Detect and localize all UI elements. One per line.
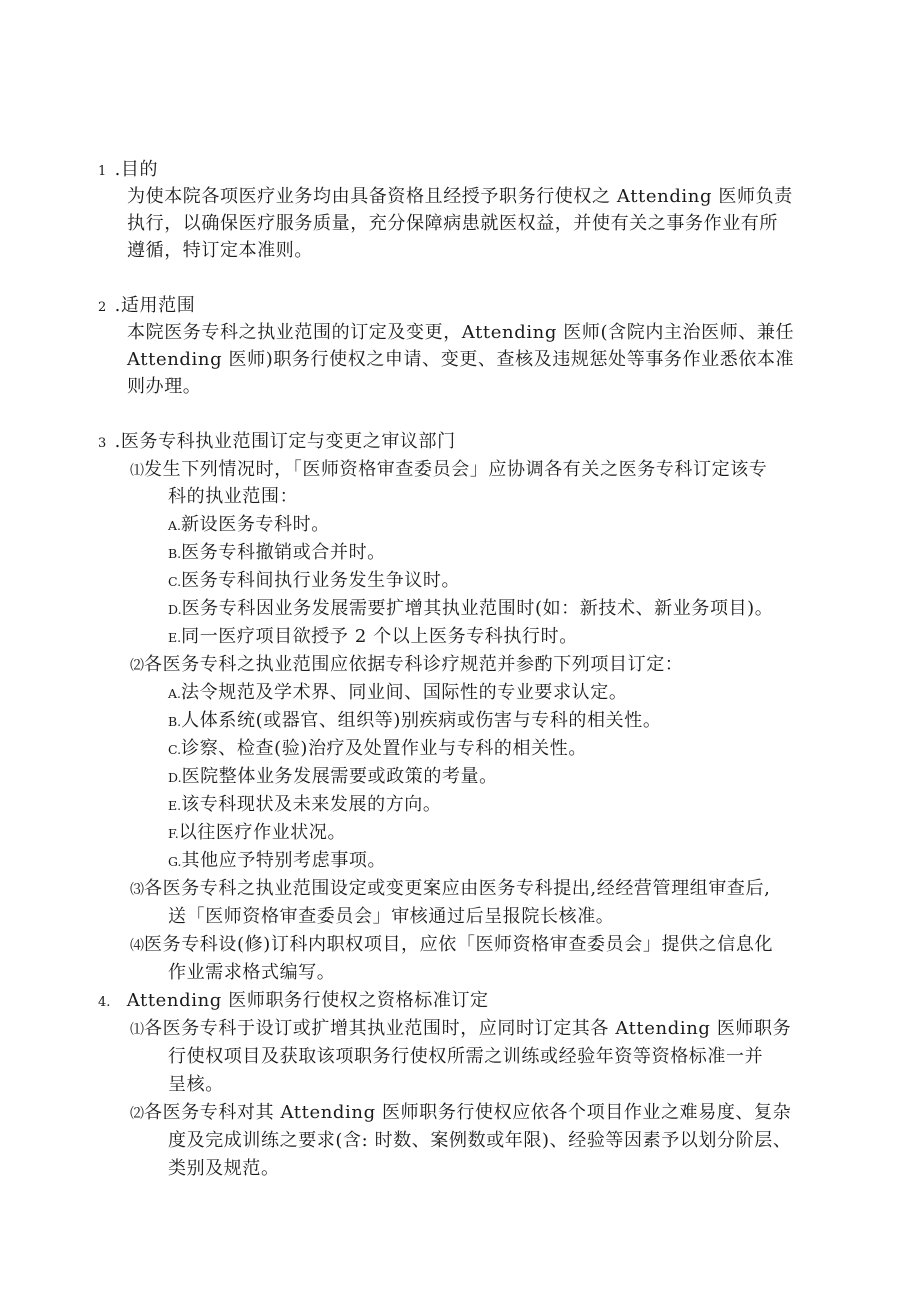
sub-item-text: 同一医疗项目欲授予 2 个以上医务专科执行时。 xyxy=(181,626,578,647)
section-number: 3 xyxy=(98,436,107,451)
sub-item-marker: E. xyxy=(168,798,182,813)
item-marker: ⑵ xyxy=(130,1106,144,1122)
item-marker: ⑴ xyxy=(130,463,144,479)
item-marker: ⑷ xyxy=(130,938,144,954)
sub-item-text: 医务专科间执行业务发生争议时。 xyxy=(181,570,461,591)
section-4-heading xyxy=(98,989,489,1015)
section-title: .目的 xyxy=(114,159,159,180)
item-text: 各医务专科对其 Attending 医师职务行使权应依各个项目作业之难易度、复杂 xyxy=(144,1102,792,1123)
item-text: 各医务专科之执业范围设定或变更案应由医务专科提出,经经营管理组审查后, xyxy=(144,878,771,899)
sub-item xyxy=(168,793,442,818)
section-number: 1 xyxy=(98,164,107,179)
paragraph-line: 为使本院各项医疗业务均由具备资格且经授予职务行使权之 Attending 医师负责 xyxy=(127,186,793,207)
sub-item-marker: A. xyxy=(168,518,182,533)
section-number: 2 xyxy=(98,300,107,315)
sub-item-marker: G. xyxy=(168,854,182,869)
item-continuation: 行使权项目及获取该项职务行使权所需之训练或经验年资等资格标准一并 xyxy=(168,1046,764,1067)
sub-item-marker: D. xyxy=(168,770,182,785)
sub-item xyxy=(168,513,330,538)
sub-item-text: 诊察、检查(验)治疗及处置作业与专科的相关性。 xyxy=(181,738,587,759)
sub-item-marker: E. xyxy=(168,630,182,645)
list-item xyxy=(130,877,770,902)
sub-item-text: 医务专科因业务发展需要扩增其执业范围时(如：新技术、新业务项目)。 xyxy=(181,598,774,619)
sub-item xyxy=(168,765,498,790)
sub-item xyxy=(168,681,627,706)
sub-item-text: 其他应予特别考虑事项。 xyxy=(181,850,387,871)
item-continuation: 科的执业范围： xyxy=(168,486,299,507)
sub-item-marker: B. xyxy=(168,546,182,561)
sub-item-marker: B. xyxy=(168,714,182,729)
item-text: 各医务专科之执业范围应依据专科诊疗规范并参酌下列项目订定： xyxy=(144,654,684,675)
sub-item-text: 医院整体业务发展需要或政策的考量。 xyxy=(181,766,498,787)
sub-item-marker: C. xyxy=(168,574,182,589)
paragraph-line: 则办理。 xyxy=(127,376,202,397)
section-number: 4. xyxy=(98,995,111,1010)
item-text: 各医务专科于设订或扩增其执业范围时，应同时订定其各 Attending 医师职务 xyxy=(144,1018,792,1039)
sub-item-text: 法令规范及学术界、同业间、国际性的专业要求认定。 xyxy=(181,682,628,703)
item-continuation: 送「医师资格审查委员会」审核通过后呈报院长核准。 xyxy=(168,906,615,927)
list-item xyxy=(130,1101,791,1126)
sub-item xyxy=(168,709,661,734)
item-continuation: 作业需求格式编写。 xyxy=(168,962,336,983)
sub-item xyxy=(168,569,460,594)
item-marker: ⑴ xyxy=(130,1022,144,1038)
list-item xyxy=(130,458,767,483)
item-continuation: 类别及规范。 xyxy=(168,1158,280,1179)
section-1-heading xyxy=(98,158,158,184)
sub-item-text: 该专科现状及未来发展的方向。 xyxy=(181,794,442,815)
section-title: .适用范围 xyxy=(114,295,196,316)
sub-item xyxy=(168,849,386,874)
list-item xyxy=(130,653,683,678)
sub-item-text: 医务专科撤销或合并时。 xyxy=(181,542,386,563)
item-marker: ⑵ xyxy=(130,658,144,674)
paragraph-line: 本院医务专科之执业范围的订定及变更，Attending 医师(含院内主治医师、兼任 xyxy=(127,322,795,343)
item-text: 发生下列情况时，「医师资格审查委员会」应协调各有关之医务专科订定该专 xyxy=(144,459,768,480)
sub-item xyxy=(168,737,587,762)
sub-item-marker: D. xyxy=(168,602,182,617)
section-3-heading xyxy=(98,430,456,456)
item-continuation: 呈核。 xyxy=(168,1074,224,1095)
item-continuation: 度及完成训练之要求(含: 时数、案例数或年限)、经验等因素予以划分阶层、 xyxy=(168,1130,792,1151)
list-item xyxy=(130,1017,791,1042)
list-item xyxy=(130,933,773,958)
sub-item-text: 人体系统(或器官、组织等)别疾病或伤害与专科的相关性。 xyxy=(181,710,662,731)
sub-item-text: 以往医疗作业状况。 xyxy=(178,822,347,843)
item-text: 医务专科设(修)订科内职权项目，应依「医师资格审查委员会」提供之信息化 xyxy=(144,934,774,955)
section-2-heading xyxy=(98,294,195,320)
paragraph-line: 遵循，特订定本准则。 xyxy=(127,240,313,261)
sub-item-text: 新设医务专科时。 xyxy=(181,514,330,535)
paragraph-line: 执行，以确保医疗服务质量，充分保障病患就医权益，并使有关之事务作业有所 xyxy=(127,213,778,234)
sub-item xyxy=(168,541,386,566)
sub-item xyxy=(168,821,346,846)
sub-item xyxy=(168,597,773,622)
section-title: Attending 医师职务行使权之资格标准订定 xyxy=(126,990,489,1011)
section-title: .医务专科执业范围订定与变更之审议部门 xyxy=(114,431,456,452)
item-marker: ⑶ xyxy=(130,882,144,898)
sub-item-marker: A. xyxy=(168,686,182,701)
paragraph-line: Attending 医师)职务行使权之申请、变更、查核及违规惩处等事务作业悉依本准 xyxy=(127,349,795,370)
sub-item-marker: C. xyxy=(168,742,182,757)
sub-item xyxy=(168,625,578,650)
sub-item-marker: F. xyxy=(168,826,179,841)
